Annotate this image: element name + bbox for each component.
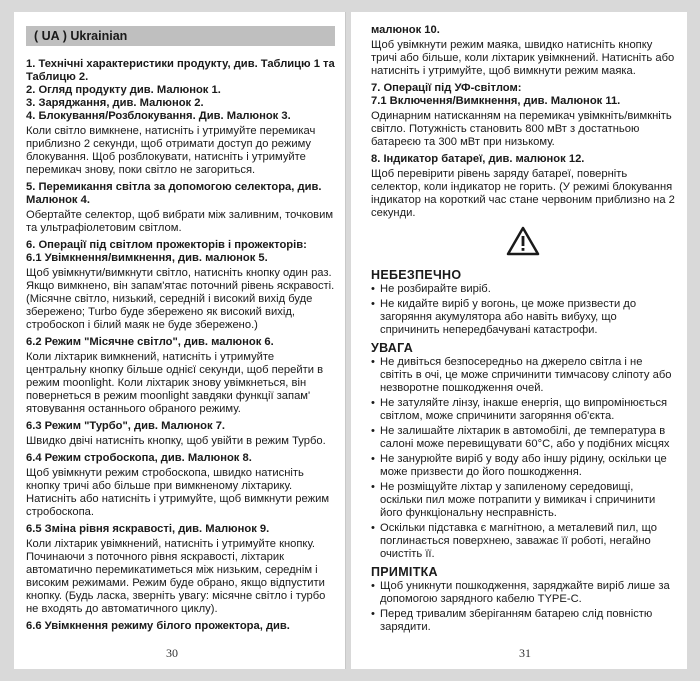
page-number-right: 31 <box>519 646 531 660</box>
section-6-2-heading: 6.2 Режим "Місячне світло", див. малюнок 6. <box>26 336 274 348</box>
section-7-1-heading: 7.1 Включення/Вимкнення, див. Малюнок 11. <box>371 95 621 107</box>
list-item: • Не залишайте ліхтарик в автомобілі, де температура в салоні може перевищувати 60°C, або у подібних місцях <box>371 425 675 451</box>
list-item: • Перед тривалим зберіганням батарею слід повністю зарядити. <box>371 608 675 634</box>
section-6-3-text: Швидко двічі натисніть кнопку, щоб увійти в режим Турбо. <box>26 435 326 447</box>
section-6-5-text: Коли ліхтарик увімкнений, натисніть і утримуйте кнопку. Починаючи з поточного рівня яскравості, ліхтарик автоматично перемикатиметься між низьким, середнім і високим режимами. Режим буде обрано, якщо відпустити кнопку. (Будь ласка, зверніть увагу: місячне світло і турбо не входять до автоматичного циклу). <box>26 538 326 615</box>
list-item: • Не дивіться безпосередньо на джерело світла і не світіть в очі, це може спричинити тимчасову сліпоту або незворотне пошкодження очей. <box>371 356 675 395</box>
list-item: • Не розміщуйте ліхтар у запиленому середовищі, оскільки пил може потрапити у вимикач і спричинити його функціональну несправність. <box>371 481 675 520</box>
section-5-text: Обертайте селектор, щоб вибрати між заливним, точковим та ультрафіолетовим світлом. <box>26 209 334 234</box>
section-4-heading: 4. Блокування/Розблокування. Див. Малюнок 3. <box>26 110 291 122</box>
section-8-text: Щоб перевірити рівень заряду батареї, поверніть селектор, коли індикатор не горить. (У режимі блокування індикатор на короткий час стане червоним приблизно на 2 секунди. <box>371 168 675 219</box>
section-6-5-heading: 6.5 Зміна рівня яскравості, див. Малюнок 9. <box>26 523 270 535</box>
list-item: • Не кидайте виріб у вогонь, це може призвести до загоряння акумулятора або навіть вибуху, що спричинить непередбачувані катастрофи. <box>371 298 675 337</box>
list-item: • Щоб уникнути пошкодження, заряджайте виріб лише за допомогою зарядного кабелю TYPE-C. <box>371 580 675 606</box>
section-6-4-text: Щоб увімкнути режим стробоскопа, швидко натисніть кнопку тричі або більше при вимкненому ліхтарику. Натисніть або натисніть і утримуйте, щоб вимкнути режим стробоскопа. <box>26 467 330 518</box>
section-2-heading: 2. Огляд продукту див. Малюнок 1. <box>26 84 221 96</box>
right-page <box>351 12 687 669</box>
caution-title: УВАГА <box>371 341 414 355</box>
section-6-6-text: Щоб увімкнути режим маяка, швидко натисніть кнопку тричі або більше, коли ліхтарик увімкнений. Натисніть або натисніть і утримуйте, щоб вимкнути режим маяка. <box>371 39 675 77</box>
section-6-6-heading-cont: малюнок 10. <box>371 24 440 36</box>
note-list <box>371 580 675 634</box>
section-1-heading: 1. Технічні характеристики продукту, див. Таблицю 1 та Таблицю 2. <box>26 58 335 83</box>
warning-icon <box>371 226 675 256</box>
section-6-1-text: Щоб увімкнути/вимкнути світло, натисніть кнопку один раз. Якщо вимкнено, він запам'ятає поточний рівень яскравості. (Місячне світло, низький, середній і високий вихід буде збережено; Turbo буде збережено як високий вихід, стробоскоп і білий маяк не буде збережено.) <box>26 267 335 331</box>
section-6-6-heading: 6.6 Увімкнення режиму білого прожектора, див. <box>26 620 290 632</box>
section-3-heading: 3. Заряджання, див. Малюнок 2. <box>26 97 204 109</box>
section-5-heading: 5. Перемикання світла за допомогою селектора, див. Малюнок 4. <box>26 181 322 206</box>
list-item: • Оскільки підставка є магнітною, а металевий пил, що поглинається поверхнею, заважає її роботі, негайно очистіть її. <box>371 522 675 561</box>
language-header: ( UA ) Ukrainian <box>26 26 335 46</box>
section-7-heading: 7. Операції під УФ-світлом: <box>371 82 522 94</box>
section-6-1-heading: 6.1 Увімкнення/вимкнення, див. малюнок 5. <box>26 252 268 264</box>
caution-list <box>371 356 675 561</box>
section-6-2-text: Коли ліхтарик вимкнений, натисніть і утримуйте центральну кнопку більше однієї секунди, щоб перейти в режим moonlight. Коли ліхтарик знову увімкнеться, він повернеться в режим moonlight завдяки функції запам' ятовування останнього обраного режиму. <box>26 351 324 415</box>
section-6-heading: 6. Операції під світлом прожекторів і прожекторів: <box>26 239 307 251</box>
section-6-3-heading: 6.3 Режим "Турбо", див. Малюнок 7. <box>26 420 226 432</box>
danger-list <box>371 283 675 337</box>
list-item: • Не занурюйте виріб у воду або іншу рідину, оскільки це може призвести до його пошкодження. <box>371 453 675 479</box>
section-6-4-heading: 6.4 Режим стробоскопа, див. Малюнок 8. <box>26 452 252 464</box>
danger-title: НЕБЕЗПЕЧНО <box>371 268 462 282</box>
list-item: • Не розбирайте виріб. <box>371 283 675 296</box>
list-item: • Не затуляйте лінзу, інакше енергія, що випромінюється світлом, може спричинити загоряння об'єкта. <box>371 397 675 423</box>
page-number-left: 30 <box>166 646 178 660</box>
left-page <box>14 12 346 669</box>
section-4-text: Коли світло вимкнене, натисніть і утримуйте перемикач приблизно 2 секунди, щоб отримати доступ до режиму блокування. Щоб розблокувати, натисніть і утримуйте перемикач знову, поки світло не загориться. <box>26 125 316 176</box>
note-title: ПРИМІТКА <box>371 565 438 579</box>
section-7-1-text: Одинарним натисканням на перемикач увімкніть/вимкніть світло. Потужність становить 800 мВт з достатньою батареєю та 300 мВт при низькому. <box>371 110 672 148</box>
section-8-heading: 8. Індикатор батареї, див. малюнок 12. <box>371 153 585 165</box>
